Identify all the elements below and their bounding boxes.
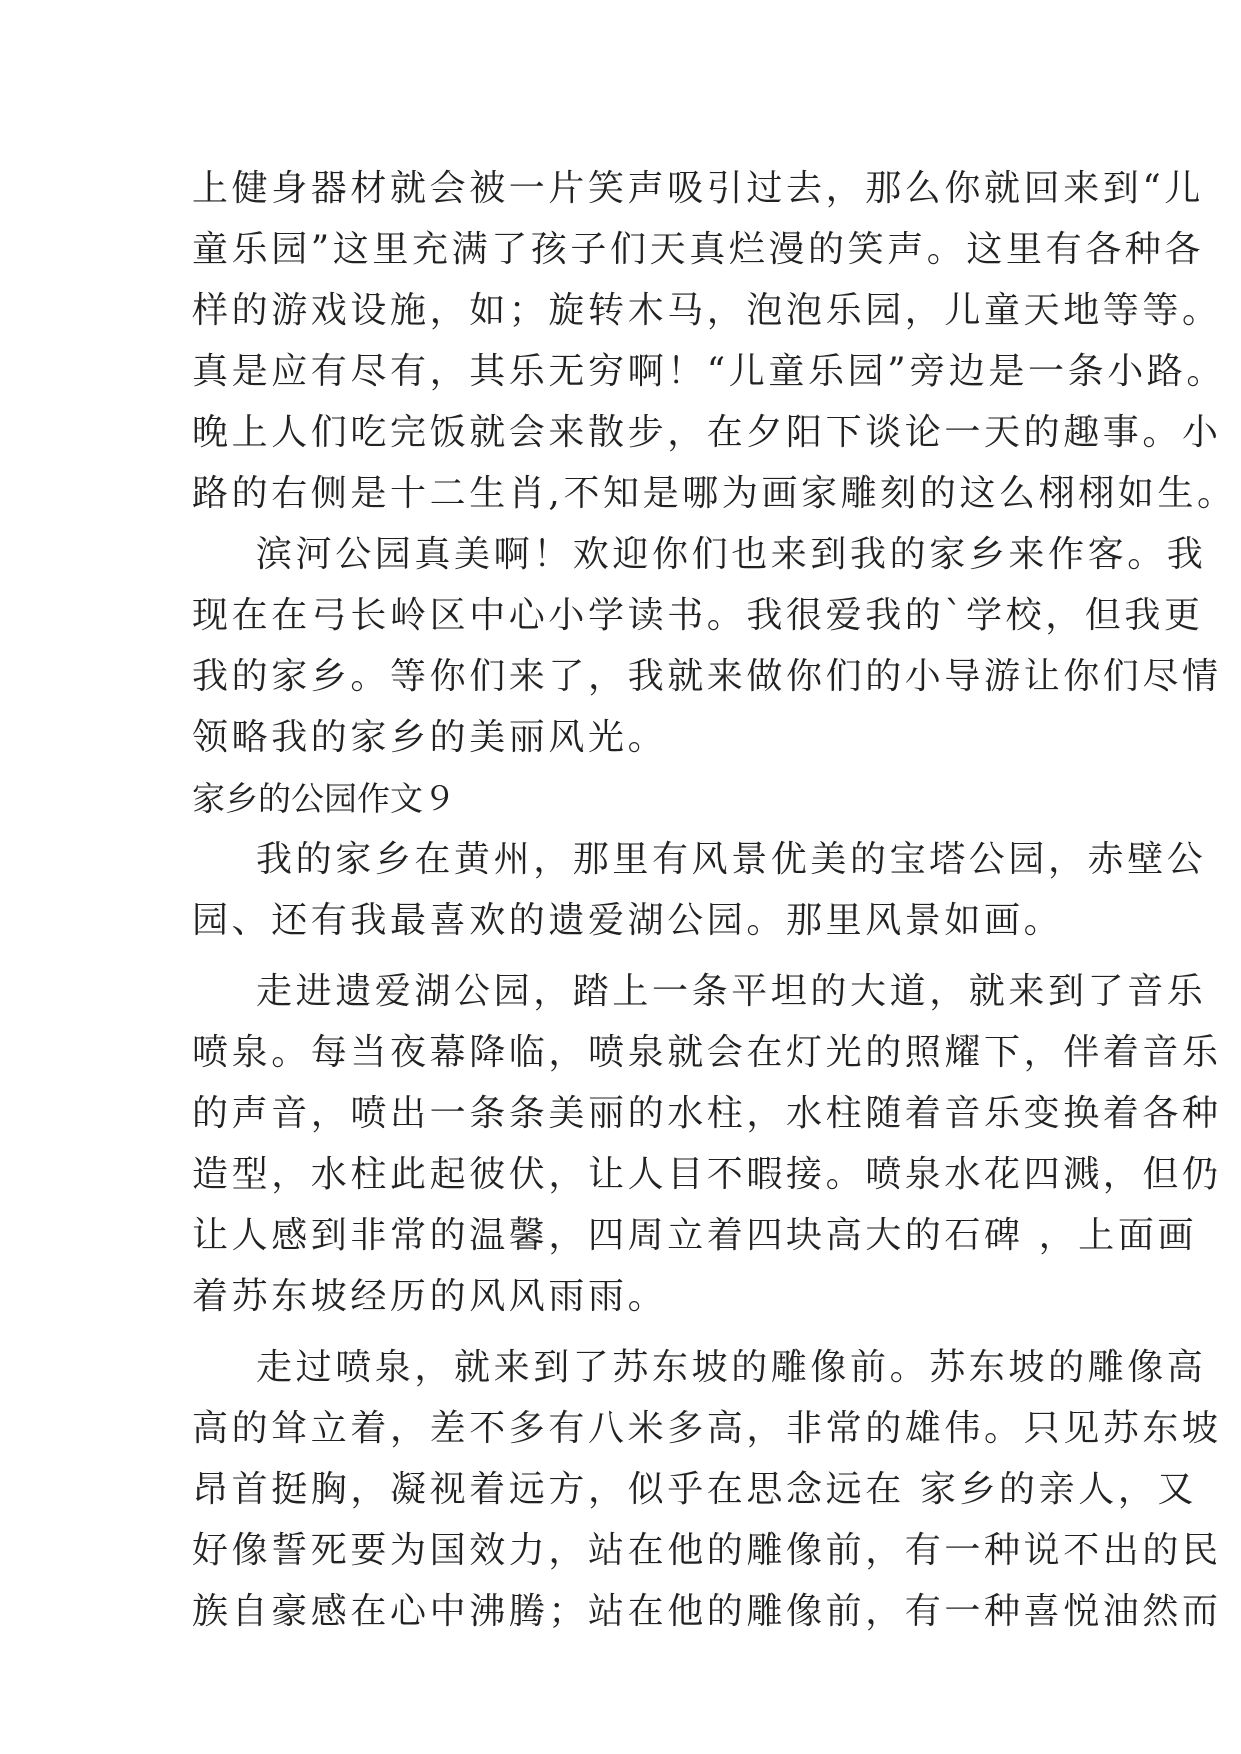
text-line: 让人感到非常的温馨，四周立着四块高大的石碑 ，上面画 (192, 1215, 1198, 1256)
text-line: 上健身器材就会被一片笑声吸引过去，那么你就回来到“儿 (192, 168, 1205, 209)
text-line: 造型，水柱此起彼伏，让人目不暇接。喷泉水花四溅，但仍 (192, 1154, 1222, 1195)
heading-text: 家乡的公园作文９ (192, 779, 456, 818)
text-line: 真是应有尽有，其乐无穷啊！“儿童乐园”旁边是一条小路。 (192, 351, 1227, 392)
text-line: 领略我的家乡的美丽风光。 (192, 717, 668, 758)
section-heading (192, 768, 1072, 829)
text-line: 滨河公园真美啊！欢迎你们也来到我的家乡来作客。我 (256, 534, 1207, 575)
text-line: 走进遗爱湖公园，踏上一条平坦的大道，就来到了音乐 (256, 971, 1207, 1012)
text-line: 园、还有我最喜欢的遗爱湖公园。那里风景如画。 (192, 900, 1064, 941)
paragraph (192, 1337, 1222, 1642)
text-line: 喷泉。每当夜幕降临，喷泉就会在灯光的照耀下，伴着音乐 (192, 1032, 1222, 1073)
text-line: 我的家乡。等你们来了，我就来做你们的小导游让你们尽情 (192, 656, 1222, 697)
text-line: 着苏东坡经历的风风雨雨。 (192, 1276, 668, 1317)
text-line: 童乐园”这里充满了孩子们天真烂漫的笑声。这里有各种各 (192, 229, 1205, 270)
text-line: 好像誓死要为国效力，站在他的雕像前，有一种说不出的民 (192, 1530, 1222, 1571)
paragraph (192, 829, 1207, 951)
text-line: 样的游戏设施，如；旋转木马，泡泡乐园，儿童天地等等。 (192, 290, 1222, 331)
document-body (192, 158, 1237, 1642)
text-line: 昂首挺胸，凝视着远方，似乎在思念远在 家乡的亲人，又 (192, 1469, 1198, 1510)
text-line: 晚上人们吃完饭就会来散步，在夕阳下谈论一天的趣事。小 (192, 412, 1222, 453)
paragraph (192, 158, 1237, 524)
text-line: 路的右侧是十二生肖,不知是哪为画家雕刻的这么栩栩如生。 (192, 473, 1237, 514)
text-line: 高的耸立着，差不多有八米多高，非常的雄伟。只见苏东坡 (192, 1408, 1222, 1449)
paragraph (192, 524, 1222, 768)
text-line: 走过喷泉，就来到了苏东坡的雕像前。苏东坡的雕像高 (256, 1347, 1207, 1388)
text-line: 现在在弓长岭区中心小学读书。我很爱我的`学校，但我更 (192, 595, 1204, 636)
paragraph (192, 961, 1222, 1327)
text-line: 我的家乡在黄州，那里有风景优美的宝塔公园，赤壁公 (256, 839, 1207, 880)
text-line: 的声音，喷出一条条美丽的水柱，水柱随着音乐变换着各种 (192, 1093, 1222, 1134)
text-line: 族自豪感在心中沸腾；站在他的雕像前，有一种喜悦油然而 (192, 1591, 1222, 1632)
